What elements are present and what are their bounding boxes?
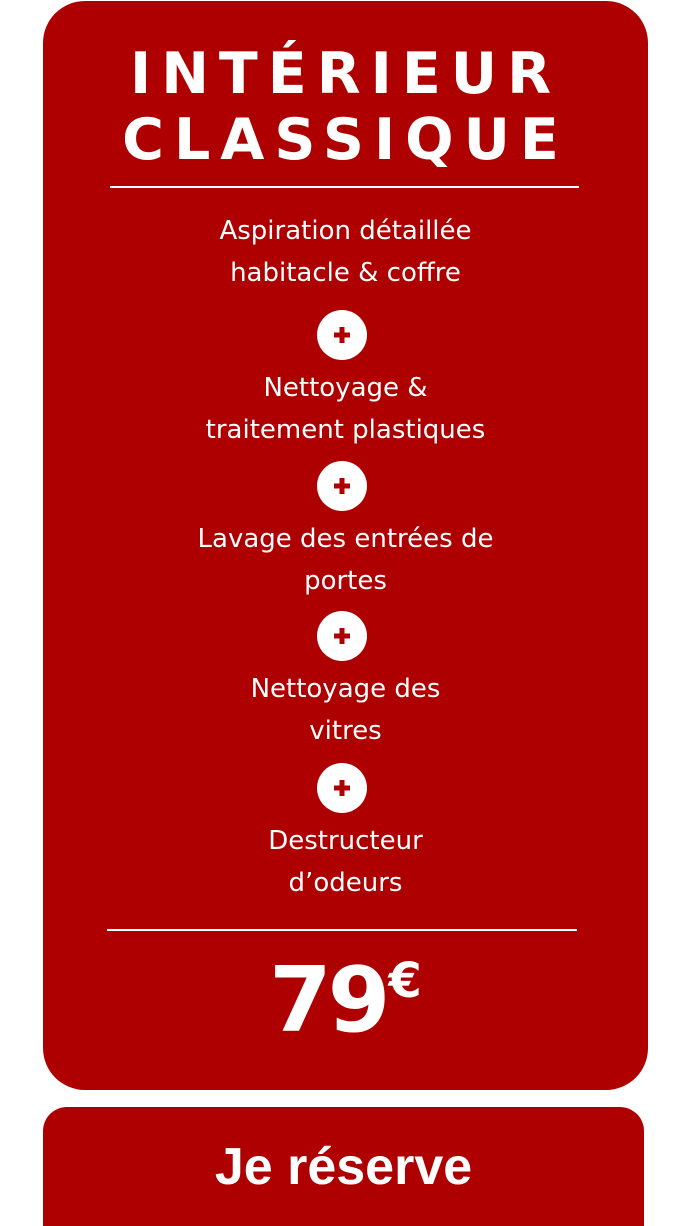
reserve-button[interactable]: Je réserve xyxy=(43,1107,644,1226)
bottom-divider xyxy=(107,929,577,931)
feature-line: Nettoyage des xyxy=(250,674,441,704)
offer-title-line2: CLASSIQUE xyxy=(122,107,569,173)
offer-card xyxy=(43,1,648,1090)
feature-line: Nettoyage & xyxy=(263,373,428,403)
top-divider xyxy=(110,186,579,188)
feature-item xyxy=(103,820,588,904)
feature-item xyxy=(103,668,588,752)
feature-line: habitacle & coffre xyxy=(230,258,461,288)
plus-circle-icon xyxy=(317,611,367,661)
feature-line: portes xyxy=(304,566,387,596)
offer-title-line1: INTÉRIEUR xyxy=(130,41,561,107)
feature-item xyxy=(103,210,588,294)
feature-line: Destructeur xyxy=(268,826,423,856)
feature-line: Lavage des entrées de xyxy=(197,524,494,554)
feature-item xyxy=(103,367,588,451)
feature-line: d’odeurs xyxy=(288,868,403,898)
plus-circle-icon xyxy=(317,461,367,511)
feature-line: Aspiration détaillée xyxy=(219,216,472,246)
offer-title xyxy=(43,41,648,173)
feature-item xyxy=(103,518,588,602)
price-currency: € xyxy=(388,953,422,1009)
feature-line: traitement plastiques xyxy=(205,415,486,445)
price xyxy=(43,948,648,1053)
plus-circle-icon xyxy=(317,310,367,360)
plus-circle-icon xyxy=(317,763,367,813)
price-amount: 79 xyxy=(269,948,387,1053)
feature-line: vitres xyxy=(309,716,382,746)
